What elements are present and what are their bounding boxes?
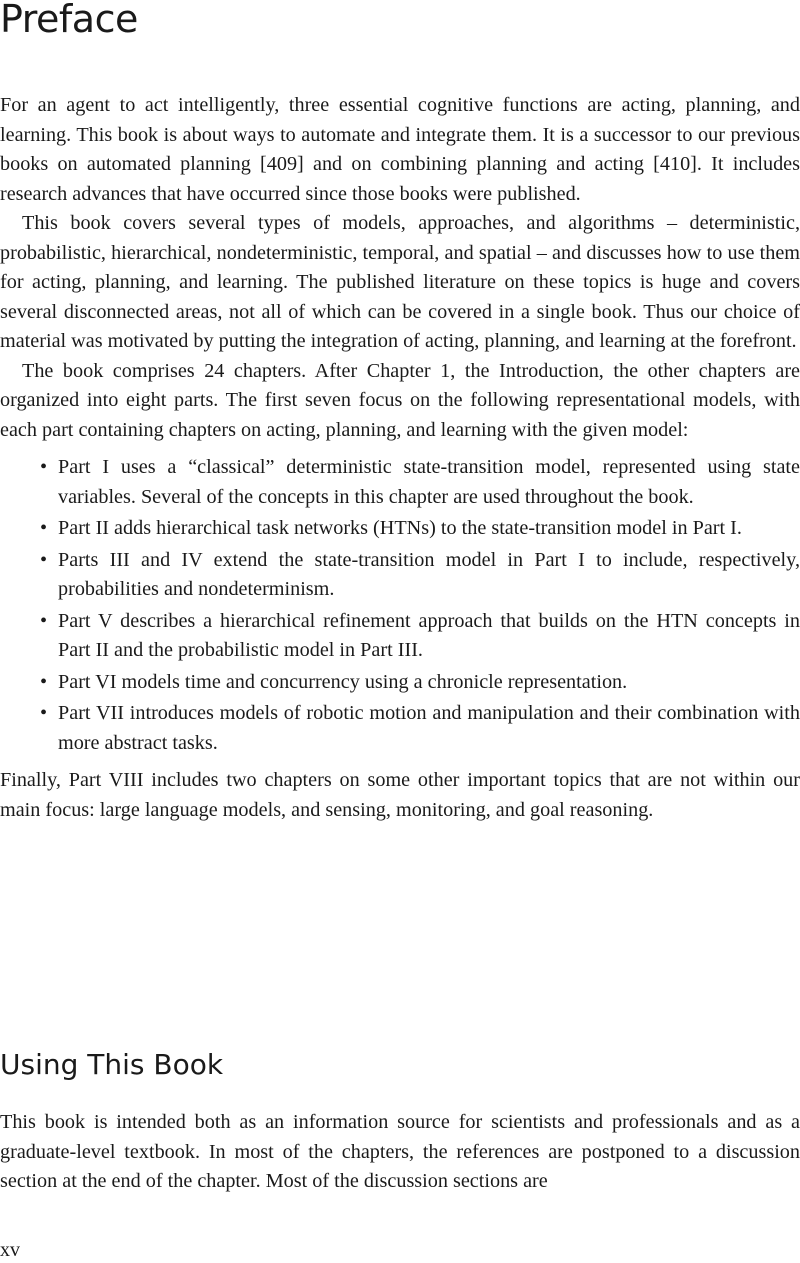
bullet-icon: • (40, 670, 48, 693)
paragraph-closing: Finally, Part VIII includes two chapters on some other important topics that are not within our main focus: large language models, and sensing, monitoring, and goal reasoning. (0, 769, 800, 821)
paragraph-models: This book covers several types of models, approaches, and algorithms – deterministic, probabilistic, hierarchical, nondeterministic, temporal, and spatial – and discusses how to use them for acting, planning, and learning. The published literature on these topics is huge and covers several disconnected areas, not all of which can be covered in a single book. Thus our choice of material was motivated by putting the integration of acting, planning, and learning at the forefront. (0, 212, 800, 352)
paragraph-intro: For an agent to act intelligently, three essential cognitive functions are acting, planning, and learning. This book is about ways to automate and integrate them. It is a successor to our previous books on automated planning [409] and on combining planning and acting [410]. It includes research advances that have occurred since those books were published. (0, 94, 800, 205)
paragraph-usage: This book is intended both as an information source for scientists and professionals and as a graduate-level textbook. In most of the chapters, the references are postponed to a discussion section at the end of the chapter. Most of the discussion sections are (0, 1111, 800, 1192)
bullet-icon: • (40, 548, 48, 571)
page-number: xv (0, 1239, 20, 1261)
list-item-text: Part VII introduces models of robotic motion and manipulation and their combination with more abstract tasks. (58, 702, 800, 754)
list-item-text: Part II adds hierarchical task networks (HTNs) to the state-transition model in Part I. (58, 517, 742, 539)
list-item-text: Part VI models time and concurrency using a chronicle representation. (58, 670, 628, 693)
list-item (40, 546, 800, 605)
list-item (40, 699, 800, 758)
using-this-book-body (0, 1108, 800, 1197)
list-item-text: Part V describes a hierarchical refinement approach that builds on the HTN concepts in Part II and the probabilistic model in Part III. (58, 609, 800, 661)
parts-list (0, 453, 800, 758)
bullet-icon: • (40, 609, 48, 632)
bullet-icon: • (40, 456, 48, 478)
list-item (40, 607, 800, 666)
list-item-text: Part I uses a “classical” deterministic state-transition model, represented using state variables. Several of the concepts in this chapter are used throughout the book. (58, 456, 800, 508)
list-item (40, 453, 800, 512)
list-item (40, 668, 800, 698)
list-item (40, 514, 800, 544)
preface-body (0, 91, 800, 825)
bullet-icon: • (40, 702, 48, 724)
list-item-text: Parts III and IV extend the state-transition model in Part I to include, respectively, probabilities and nondeterminism. (58, 548, 800, 600)
page-title: Preface (0, 0, 138, 41)
bullet-icon: • (40, 517, 48, 539)
paragraph-structure: The book comprises 24 chapters. After Chapter 1, the Introduction, the other chapters are organized into eight parts. The first seven focus on the following representational models, with each part containing chapters on acting, planning, and learning with the given model: (0, 359, 800, 441)
section-heading-using-this-book: Using This Book (0, 1048, 224, 1081)
